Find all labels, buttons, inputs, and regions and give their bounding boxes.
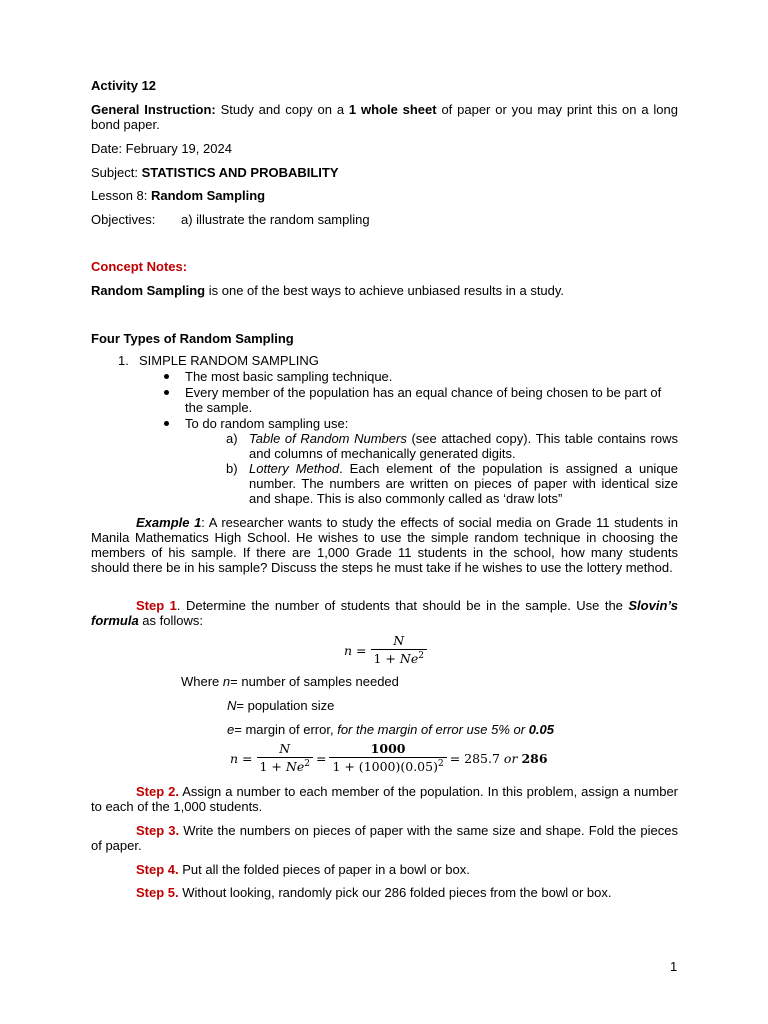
- step-4-label: Step 4.: [136, 862, 179, 877]
- den1-exponent: 2: [304, 758, 310, 769]
- computation-numerator-2: 1000: [370, 741, 406, 756]
- den-text: 1 +: [373, 651, 400, 666]
- formula-lhs: n =: [344, 642, 367, 658]
- computation-fraction-1: [257, 742, 313, 774]
- gi-text1: Study and copy on a: [215, 102, 349, 117]
- concept-text: is one of the best ways to achieve unbiased results in a study.: [205, 283, 565, 298]
- computation-or: or: [503, 750, 518, 766]
- computation-denominator-2: [329, 757, 446, 774]
- sub-letter-a: a): [226, 431, 238, 446]
- concept-term: Random Sampling: [91, 283, 206, 298]
- bullet-item: Every member of the population has an equal chance of being chosen to be part of the sample.: [185, 385, 662, 415]
- den2-text: 1 + (1000)(0.05): [332, 759, 438, 774]
- sub-b-title: Lottery Method: [249, 461, 340, 476]
- subject-line: [91, 165, 678, 180]
- example-paragraph: [91, 515, 678, 575]
- var-N: N: [227, 698, 237, 713]
- step-4: [91, 862, 678, 877]
- lesson-label: Lesson 8:: [91, 188, 151, 203]
- bullet-icon: [164, 390, 169, 395]
- gi-text2: of paper or you may print this on a long bond paper.: [91, 102, 678, 132]
- step-1-text2: as follows:: [138, 613, 203, 628]
- slovin-formula-name: Slovin’s formula: [91, 598, 679, 628]
- example-text: : A researcher wants to study the effects of social media on Grade 11 students in Manila Mathematics High School. He wishes to use the simple random technique in choosing the members of his sample. If there are 1,000 Grade 11 students in the school, how many students should there be in his sample? Discuss the steps he must take if he wishes to use the lottery method.: [91, 515, 678, 575]
- sub-a-title: Table of Random Numbers: [249, 431, 407, 446]
- step-4-text: Put all the folded pieces of paper in a bowl or box.: [178, 862, 470, 877]
- equals-sign: =: [315, 750, 327, 766]
- computation-result: = 285.7: [449, 750, 504, 766]
- step-1-label: Step 1: [136, 598, 177, 613]
- where-e-text: = margin of error,: [234, 722, 338, 737]
- example-label: Example 1: [136, 515, 202, 530]
- step-5-label: Step 5.: [136, 885, 179, 900]
- step-5-text: Without looking, randomly pick our 286 folded pieces from the bowl or box.: [178, 885, 612, 900]
- where-n-line: [181, 674, 678, 689]
- gi-bold: 1 whole sheet: [348, 102, 437, 117]
- bullet-item: To do random sampling use:: [185, 416, 349, 431]
- concept-definition: [91, 283, 678, 298]
- general-instruction: [91, 102, 678, 132]
- den-var: Ne: [399, 651, 419, 666]
- bullet-icon: [164, 421, 169, 426]
- objectives-line: [91, 212, 678, 227]
- den-exponent: 2: [418, 650, 424, 661]
- step-1: [91, 598, 678, 628]
- computation-denominator-1: [257, 757, 313, 774]
- where-N-text: = population size: [236, 698, 335, 713]
- objectives-label: Objectives:: [91, 212, 156, 227]
- list-number: 1.: [118, 353, 129, 368]
- subject-label: Subject:: [91, 165, 142, 180]
- where-prefix: Where: [181, 674, 223, 689]
- var-n: n: [222, 674, 231, 689]
- where-e-line: [227, 722, 678, 737]
- sub-b-text: . Each element of the population is assigned a unique number. The numbers are written on pieces of paper with identical size and shape. This is also commonly called as ‘draw lots”: [249, 461, 679, 506]
- var-e: e: [227, 722, 235, 737]
- step-2: [91, 784, 678, 814]
- step-1-text: . Determine the number of students that should be in the sample. Use the: [176, 598, 629, 613]
- sub-item-random-table: [249, 431, 678, 461]
- page-number: 1: [670, 959, 678, 974]
- computation-numerator-1: N: [279, 741, 291, 756]
- step-2-text: Assign a number to each member of the population. In this problem, assign a number to each of the 1,000 students.: [91, 784, 679, 814]
- computation-lhs: n =: [230, 750, 253, 766]
- where-N-line: [227, 698, 678, 713]
- where-n-text: = number of samples needed: [230, 674, 399, 689]
- slovin-computation: [230, 742, 548, 774]
- step-3: [91, 823, 678, 853]
- sub-a-text: (see attached copy). This table contains rows and columns of mechanically generated digits.: [249, 431, 678, 461]
- lesson-line: [91, 188, 678, 203]
- formula-numerator: N: [393, 633, 405, 648]
- sub-item-lottery: [249, 461, 678, 506]
- where-e-italic: for the margin of error use 5% or: [337, 722, 529, 737]
- step-2-label: Step 2.: [136, 784, 179, 799]
- concept-notes-heading: Concept Notes:: [91, 259, 188, 274]
- subject-value: STATISTICS AND PROBABILITY: [141, 165, 339, 180]
- where-e-bold: 0.05: [528, 722, 554, 737]
- types-heading: Four Types of Random Sampling: [91, 331, 294, 346]
- computation-final: 286: [521, 750, 548, 766]
- den1-text: 1 +: [259, 759, 286, 774]
- formula-fraction: [371, 634, 427, 666]
- slovin-formula: [344, 634, 427, 666]
- objectives-value: a) illustrate the random sampling: [181, 212, 370, 227]
- sub-letter-b: b): [226, 461, 238, 476]
- gi-label: General Instruction:: [91, 102, 216, 117]
- lesson-value: Random Sampling: [151, 188, 266, 203]
- step-5: [91, 885, 678, 900]
- list-item-title: SIMPLE RANDOM SAMPLING: [139, 353, 319, 368]
- den2-exponent: 2: [437, 758, 444, 769]
- bullet-icon: [164, 374, 169, 379]
- step-3-label: Step 3.: [136, 823, 180, 838]
- list-item-simple-random: [118, 353, 678, 368]
- activity-title: Activity 12: [91, 78, 157, 93]
- computation-fraction-2: [329, 742, 446, 774]
- den1-var: Ne: [285, 759, 305, 774]
- step-3-text: Write the numbers on pieces of paper with the same size and shape. Fold the pieces of paper.: [91, 823, 679, 853]
- formula-denominator: [371, 649, 427, 666]
- date-line: Date: February 19, 2024: [91, 141, 232, 156]
- bullet-item: The most basic sampling technique.: [185, 369, 393, 384]
